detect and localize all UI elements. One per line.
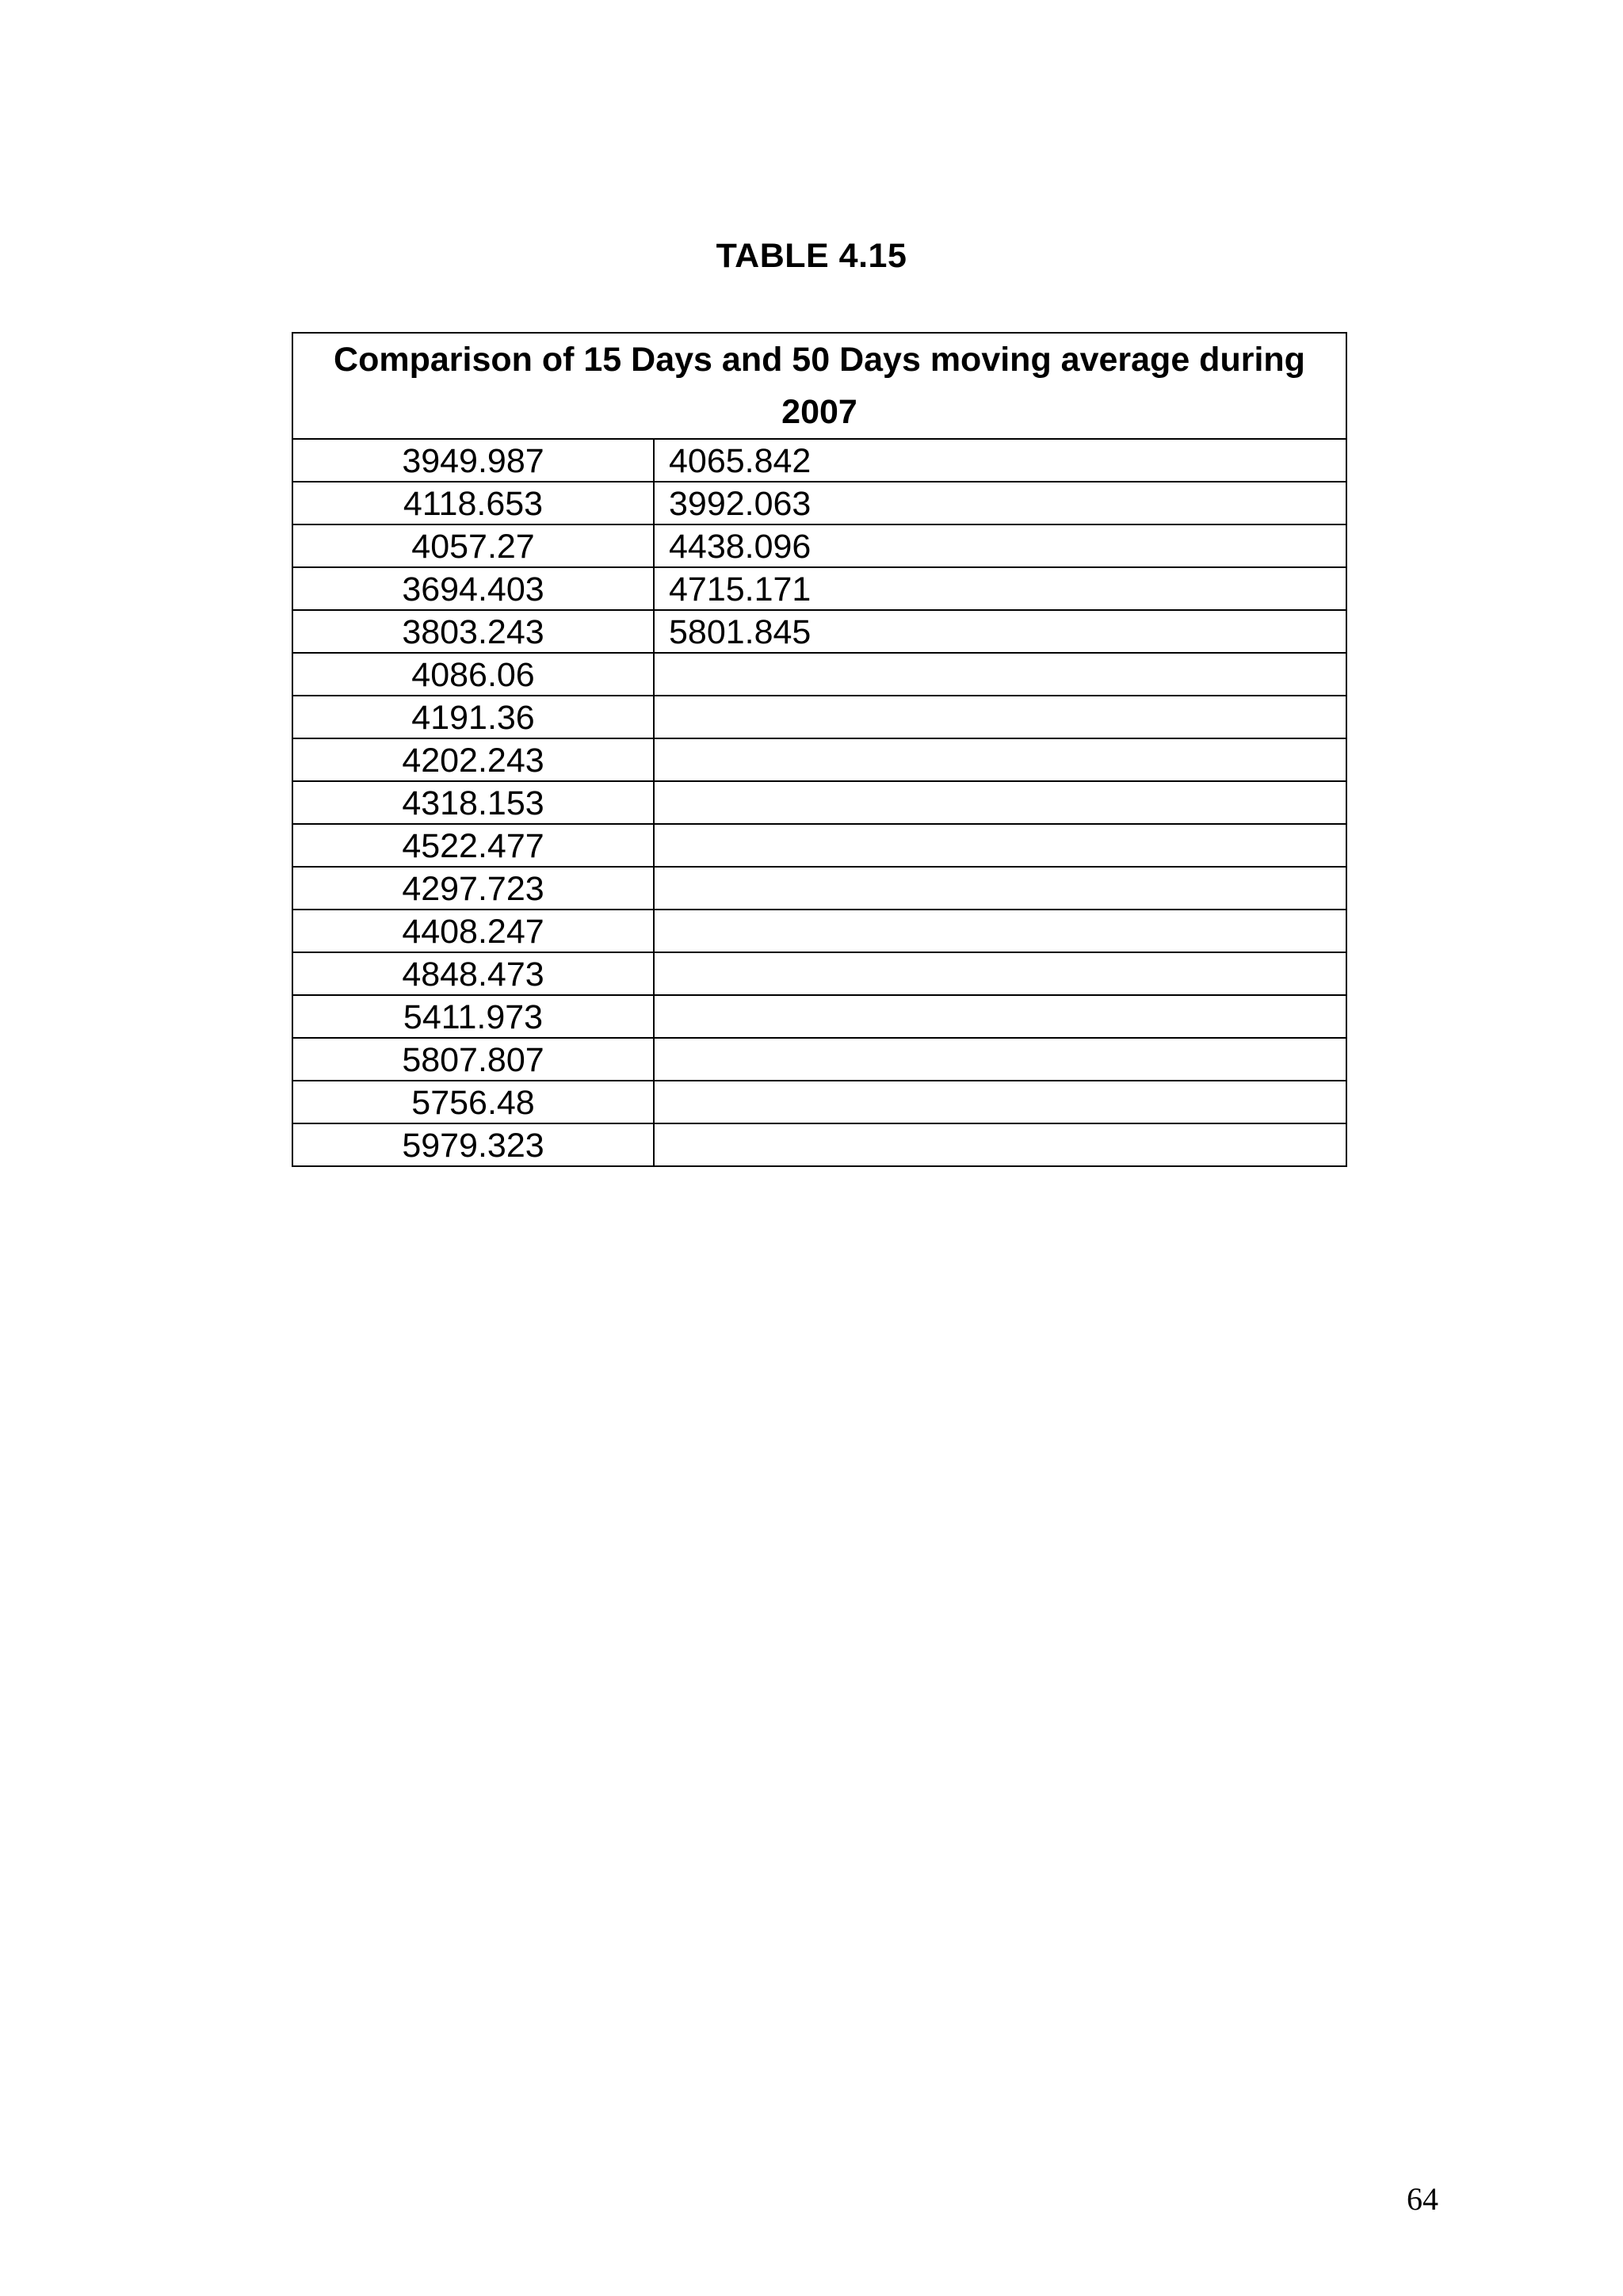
fifteen-day-average-cell: 3803.243 <box>292 610 654 653</box>
fifty-day-average-cell: 3992.063 <box>654 482 1346 524</box>
fifteen-day-average-cell: 5411.973 <box>292 995 654 1038</box>
table-row <box>292 824 1346 867</box>
table-row <box>292 567 1346 610</box>
fifty-day-average-cell <box>654 781 1346 824</box>
page-number: 64 <box>1407 2181 1438 2217</box>
fifty-day-average-cell: 4715.171 <box>654 567 1346 610</box>
fifteen-day-average-cell: 4202.243 <box>292 738 654 781</box>
table-row <box>292 995 1346 1038</box>
fifteen-day-average-cell: 4191.36 <box>292 696 654 738</box>
table-row <box>292 952 1346 995</box>
fifty-day-average-cell <box>654 653 1346 696</box>
fifteen-day-average-cell: 4848.473 <box>292 952 654 995</box>
fifteen-day-average-cell: 5807.807 <box>292 1038 654 1081</box>
table-row <box>292 1081 1346 1123</box>
fifty-day-average-cell <box>654 867 1346 910</box>
table-row <box>292 439 1346 482</box>
table-row <box>292 910 1346 952</box>
fifty-day-average-cell <box>654 910 1346 952</box>
table-caption <box>292 333 1346 439</box>
table-caption-line-2: 2007 <box>781 393 857 431</box>
fifteen-day-average-cell: 4522.477 <box>292 824 654 867</box>
table-row <box>292 482 1346 524</box>
fifty-day-average-cell: 4438.096 <box>654 524 1346 567</box>
fifteen-day-average-cell: 3949.987 <box>292 439 654 482</box>
table-header-row <box>292 333 1346 439</box>
fifteen-day-average-cell: 5756.48 <box>292 1081 654 1123</box>
fifteen-day-average-cell: 4118.653 <box>292 482 654 524</box>
fifty-day-average-cell <box>654 1038 1346 1081</box>
fifteen-day-average-cell: 3694.403 <box>292 567 654 610</box>
fifty-day-average-cell <box>654 738 1346 781</box>
fifteen-day-average-cell: 4057.27 <box>292 524 654 567</box>
table-row <box>292 867 1346 910</box>
fifteen-day-average-cell: 4408.247 <box>292 910 654 952</box>
moving-average-table <box>292 332 1347 1167</box>
table-title: TABLE 4.15 <box>716 237 907 275</box>
table-row <box>292 524 1346 567</box>
table-row <box>292 696 1346 738</box>
table-row <box>292 781 1346 824</box>
table-row <box>292 610 1346 653</box>
fifteen-day-average-cell: 5979.323 <box>292 1123 654 1166</box>
fifty-day-average-cell <box>654 1123 1346 1166</box>
table-row <box>292 738 1346 781</box>
fifteen-day-average-cell: 4318.153 <box>292 781 654 824</box>
fifteen-day-average-cell: 4086.06 <box>292 653 654 696</box>
table-row <box>292 653 1346 696</box>
fifty-day-average-cell <box>654 1081 1346 1123</box>
fifty-day-average-cell: 4065.842 <box>654 439 1346 482</box>
fifty-day-average-cell: 5801.845 <box>654 610 1346 653</box>
fifty-day-average-cell <box>654 824 1346 867</box>
fifty-day-average-cell <box>654 995 1346 1038</box>
fifty-day-average-cell <box>654 952 1346 995</box>
fifteen-day-average-cell: 4297.723 <box>292 867 654 910</box>
table-caption-line-1: Comparison of 15 Days and 50 Days moving average during <box>334 341 1305 379</box>
table-row <box>292 1038 1346 1081</box>
table-row <box>292 1123 1346 1166</box>
fifty-day-average-cell <box>654 696 1346 738</box>
